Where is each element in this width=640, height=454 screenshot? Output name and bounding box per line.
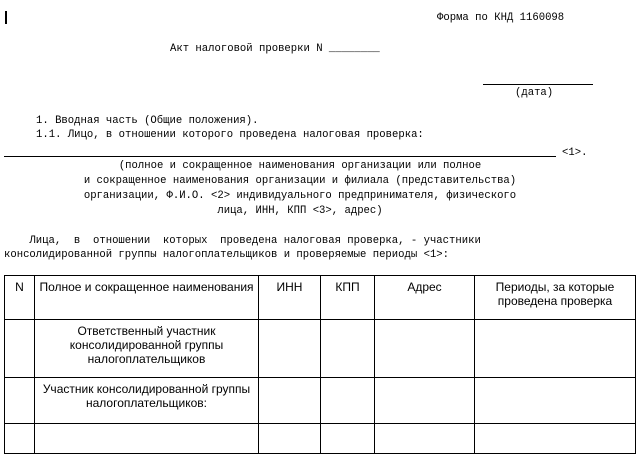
col-header-address: Адрес [375, 276, 475, 320]
col-header-inn: ИНН [259, 276, 321, 320]
caption-line: организации, Ф.И.О. <2> индивидуального предпринимателя, физического [83, 190, 517, 202]
table-cell[interactable]: Участник консолидированной группы налогоплательщиков: [35, 378, 259, 424]
table-cell[interactable] [475, 378, 636, 424]
subsection-heading: 1.1. Лицо, в отношении которого проведена налоговая проверка: [36, 129, 424, 141]
table-cell[interactable] [259, 424, 321, 454]
table-row [5, 320, 636, 378]
table-cell[interactable] [375, 378, 475, 424]
form-code: Форма по КНД 1160098 [437, 12, 565, 24]
col-header-name: Полное и сокращенное наименования [35, 276, 259, 320]
table-cell[interactable] [321, 378, 375, 424]
table-cell[interactable] [321, 424, 375, 454]
table-cell[interactable]: Ответственный участник консолидированной группы налогоплательщиков [35, 320, 259, 378]
table-header-row [5, 276, 636, 320]
footnote-ref: <1>. [562, 147, 588, 159]
date-line [483, 84, 593, 85]
table-row [5, 378, 636, 424]
col-header-kpp: КПП [321, 276, 375, 320]
table-cell[interactable] [375, 320, 475, 378]
table-cell[interactable] [475, 424, 636, 454]
table-cell[interactable] [5, 424, 35, 454]
table-cell[interactable] [35, 424, 259, 454]
table-cell[interactable] [475, 320, 636, 378]
caption-line: лица, ИНН, КПП <3>, адрес) [217, 205, 383, 217]
paragraph-line: Лица, в отношении которых проведена налоговая проверка, - участники [4, 235, 481, 247]
entity-name-line [4, 156, 556, 157]
act-title: Акт налоговой проверки N ________ [170, 43, 380, 55]
text-cursor [5, 11, 7, 24]
table-cell[interactable] [5, 320, 35, 378]
table-cell[interactable] [259, 378, 321, 424]
col-header-n: N [5, 276, 35, 320]
table-cell[interactable] [5, 378, 35, 424]
participants-table [4, 275, 636, 454]
table-cell[interactable] [259, 320, 321, 378]
caption-line: (полное и сокращенное наименования организации или полное [118, 160, 482, 172]
caption-line: и сокращенное наименования организации и филиала (представительства) [83, 175, 517, 187]
table-cell[interactable] [321, 320, 375, 378]
table-cell[interactable] [375, 424, 475, 454]
date-caption: (дата) [515, 87, 554, 99]
table-row [5, 424, 636, 454]
paragraph-line: консолидированной группы налогоплательщиков и проверяемые периоды <1>: [4, 249, 450, 261]
section-heading: 1. Вводная часть (Общие положения). [36, 115, 259, 127]
col-header-periods: Периоды, за которые проведена проверка [475, 276, 636, 320]
